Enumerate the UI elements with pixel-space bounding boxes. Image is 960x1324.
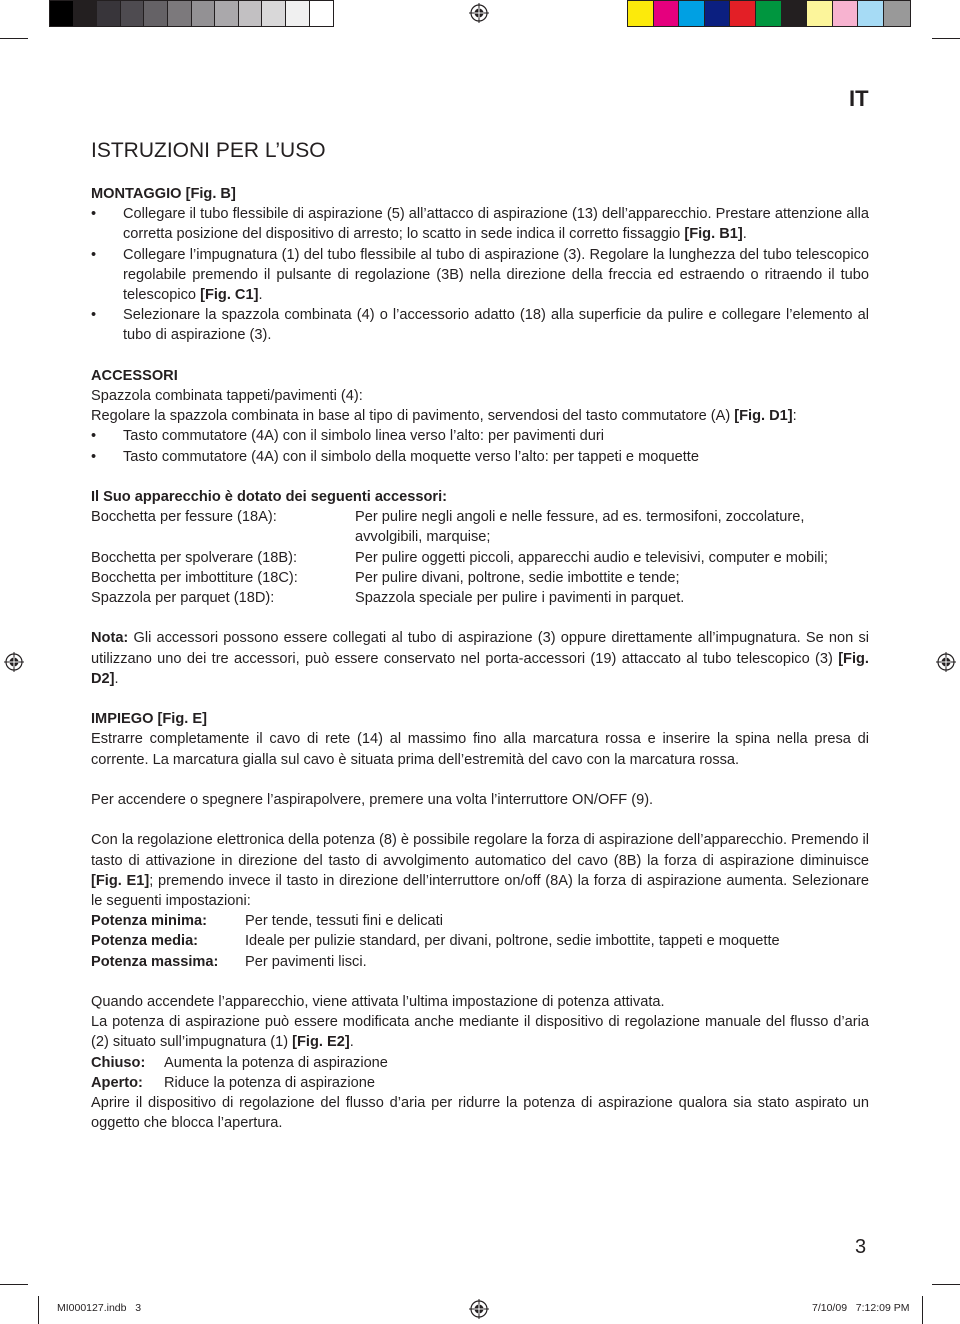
crop-mark xyxy=(932,38,960,39)
crop-mark xyxy=(932,1284,960,1285)
list-item: • Selezionare la spazzola combinata (4) o l’accessorio adatto (18) alla superficie da pulire e collegare l’elemento al tubo di aspirazione (3). xyxy=(91,305,869,345)
figure-reference: [Fig. D2] xyxy=(91,650,869,687)
power-level-description: Per tende, tessuti fini e delicati xyxy=(245,913,443,930)
paragraph: Spazzola combinata tappeti/pavimenti (4): xyxy=(91,388,363,405)
note-paragraph: Nota: Gli accessori possono essere collegati al tubo di aspirazione (3) oppure direttamente all’impugnatura. Se non si utilizzano uno dei tre accessori, può essere conservato nel porta-accessori (19) attaccato al tubo telescopico (3) [Fig. D2]. xyxy=(91,630,869,687)
figure-reference: [Fig. E2] xyxy=(292,1034,350,1051)
crop-mark xyxy=(0,1284,28,1285)
accessory-name: Bocchetta per spolverare (18B): xyxy=(91,549,298,566)
color-swatch xyxy=(168,1,192,26)
color-swatch xyxy=(654,1,680,26)
color-swatch xyxy=(286,1,310,26)
registration-mark-icon xyxy=(469,1299,489,1319)
paragraph: Per accendere o spegnere l’aspirapolvere, premere una volta l’interruttore ON/OFF (9). xyxy=(91,792,654,809)
power-levels-table xyxy=(91,911,869,972)
color-swatch xyxy=(705,1,731,26)
accessory-description: Per pulire negli angoli e nelle fessure, ad es. termosifoni, zoccolature, avvolgibili, marquise; xyxy=(355,509,805,546)
list-item: • Tasto commutatore (4A) con il simbolo della moquette verso l’alto: per tappeti e moquette xyxy=(91,447,869,467)
page-number: 3 xyxy=(855,1236,867,1258)
paragraph: Quando accendete l’apparecchio, viene attivata l’ultima impostazione di potenza attivata. xyxy=(91,994,665,1011)
manual-page-content xyxy=(91,138,869,1133)
paragraph: Estrarre completamente il cavo di rete (14) al massimo fino alla marcatura rossa e inserire la spina nella presa di corrente. La marcatura gialla sul cavo è situata prima dell’estremità del cavo con la marcatura rossa. xyxy=(91,731,869,768)
color-swatch xyxy=(144,1,168,26)
registration-mark-icon xyxy=(936,652,956,672)
color-swatch xyxy=(807,1,833,26)
list-item: • Collegare l’impugnatura (1) del tubo flessibile al tubo di aspirazione (3). Regolare la lunghezza del tubo telescopico regolabile premendo il pulsante di regolazione (3B) nella direzione della freccia ed estraendo o ritraendo il tubo telescopico [Fig. C1]. xyxy=(91,245,869,306)
color-swatch xyxy=(121,1,145,26)
registration-mark-icon xyxy=(4,652,24,672)
color-swatch xyxy=(74,1,98,26)
color-swatch xyxy=(97,1,121,26)
accessory-name: Bocchetta per imbottiture (18C): xyxy=(91,569,298,586)
process-color-bar xyxy=(627,0,911,27)
footer-file-name: MI000127.indb 3 xyxy=(57,1302,142,1314)
section-heading-montaggio: MONTAGGIO [Fig. B] xyxy=(91,186,236,202)
accessories-table xyxy=(91,507,869,608)
paragraph: Regolare la spazzola combinata in base al tipo di pavimento, servendosi del tasto commutatore (A) [Fig. D1]: xyxy=(91,408,797,425)
color-swatch xyxy=(756,1,782,26)
power-level-label: Potenza massima: xyxy=(91,953,219,970)
color-swatch xyxy=(310,1,334,26)
page-title: ISTRUZIONI PER L’USO xyxy=(91,139,326,162)
accessory-description: Per pulire divani, poltrone, sedie imbottite e tende; xyxy=(355,569,680,586)
figure-reference: [Fig. B1] xyxy=(684,226,743,243)
accessory-name: Bocchetta per fessure (18A): xyxy=(91,509,277,526)
crop-mark xyxy=(0,38,28,39)
airflow-state-description: Aumenta la potenza di aspirazione xyxy=(164,1054,388,1071)
airflow-state-description: Riduce la potenza di aspirazione xyxy=(164,1074,375,1091)
color-swatch xyxy=(858,1,884,26)
accessory-description: Spazzola speciale per pulire i pavimenti in parquet. xyxy=(355,590,685,607)
figure-reference: [Fig. C1] xyxy=(200,287,259,304)
paragraph: La potenza di aspirazione può essere modificata anche mediante il dispositivo di regolazione manuale del flusso d’aria (2) situato sull’impugnatura (1) [Fig. E2]. xyxy=(91,1014,869,1051)
list-item: • Tasto commutatore (4A) con il simbolo linea verso l’alto: per pavimenti duri xyxy=(91,426,869,446)
power-level-description: Per pavimenti lisci. xyxy=(245,953,367,970)
language-code: IT xyxy=(849,86,869,111)
footer-timestamp: 7/10/09 7:12:09 PM xyxy=(812,1302,910,1314)
color-swatch xyxy=(884,1,910,26)
paragraph: Con la regolazione elettronica della potenza (8) è possibile regolare la forza di aspirazione dell’apparecchio. Premendo il tasto di attivazione in direzione del tasto di avvolgimento automatico del cavo (8B) la forza di aspirazione diminuisce [Fig. E1]; premendo invece il tasto in direzione dell’interruttore on/off (8A) la forza di aspirazione aumenta. Selezionare le seguenti impostazioni: xyxy=(91,832,869,910)
section-heading-dotazione: Il Suo apparecchio è dotato dei seguenti accessori: xyxy=(91,489,448,506)
color-swatch xyxy=(262,1,286,26)
power-level-label: Potenza minima: xyxy=(91,913,207,930)
figure-reference: [Fig. E1] xyxy=(91,872,150,889)
accessory-description: Per pulire oggetti piccoli, apparecchi audio e televisivi, computer e mobili; xyxy=(355,549,828,566)
power-level-label: Potenza media: xyxy=(91,933,199,950)
power-level-description: Ideale per pulizie standard, per divani, poltrone, sedie imbottite, tappeti e moquette xyxy=(245,933,780,950)
crop-mark xyxy=(38,1296,39,1324)
airflow-state-label: Aperto: xyxy=(91,1074,143,1091)
color-swatch xyxy=(782,1,808,26)
airflow-states-table xyxy=(91,1053,869,1093)
section-heading-impiego: IMPIEGO [Fig. E] xyxy=(91,711,207,728)
registration-mark-icon xyxy=(469,3,489,23)
color-swatch xyxy=(628,1,654,26)
accessory-name: Spazzola per parquet (18D): xyxy=(91,590,275,607)
figure-reference: [Fig. D1] xyxy=(734,408,793,425)
list-item: • Collegare il tubo flessibile di aspirazione (5) all’attacco di aspirazione (13) dell’apparecchio. Prestare attenzione alla corretta posizione del dispositivo di arresto; lo scatto in sede indica il corretto fissaggio [Fig. B1]. xyxy=(91,204,869,244)
color-swatch xyxy=(215,1,239,26)
color-swatch xyxy=(50,1,74,26)
montaggio-list xyxy=(91,204,869,345)
color-swatch xyxy=(679,1,705,26)
color-swatch xyxy=(192,1,216,26)
color-swatch xyxy=(239,1,263,26)
airflow-state-label: Chiuso: xyxy=(91,1054,146,1071)
paragraph: Aprire il dispositivo di regolazione del flusso d’aria per ridurre la potenza di aspirazione qualora sia stato aspirato un oggetto che blocca l’apertura. xyxy=(91,1095,869,1132)
accessori-list xyxy=(91,426,869,466)
color-swatch xyxy=(833,1,859,26)
crop-mark xyxy=(922,1296,923,1324)
color-swatch xyxy=(730,1,756,26)
section-heading-accessori: ACCESSORI xyxy=(91,367,178,384)
note-label: Nota: xyxy=(91,630,129,647)
grayscale-color-bar xyxy=(49,0,334,27)
